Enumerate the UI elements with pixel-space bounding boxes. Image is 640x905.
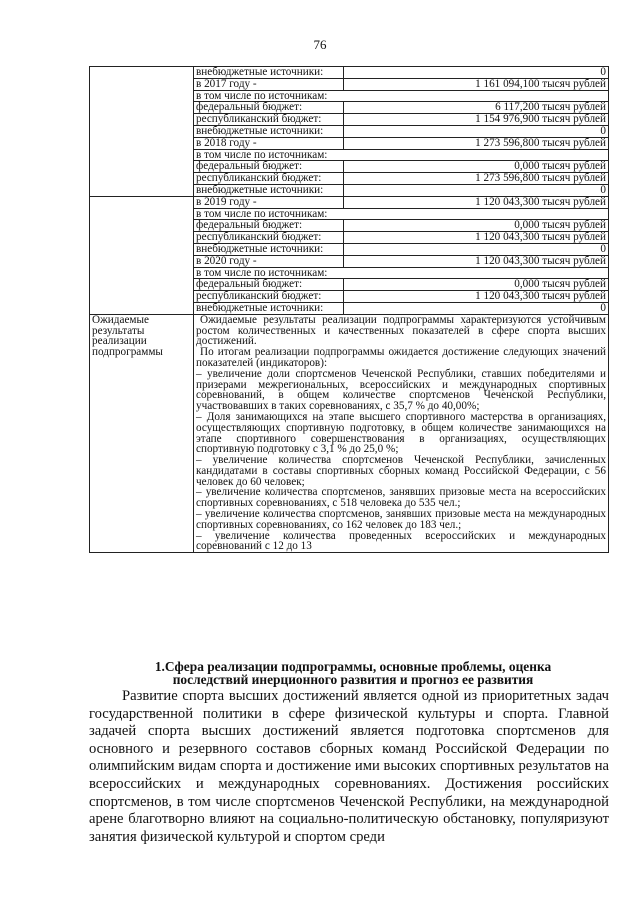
row-label: в 2019 году - [194, 196, 344, 208]
row-value: 1 273 596,800 тысяч рублей [344, 173, 609, 185]
expected-paragraph: Ожидаемые результаты реализации подпрограммы характеризуются устойчивым ростом количественных и качественных показателей в сфере спорта высших достижений. [196, 313, 606, 348]
row-value: 0 [344, 184, 609, 196]
row-label: в 2017 году - [194, 78, 344, 90]
row-label: республиканский бюджет: [194, 291, 344, 303]
row-value: 1 120 043,300 тысяч рублей [344, 196, 609, 208]
row-value: 6 117,200 тысяч рублей [344, 102, 609, 114]
row-value: 0 [344, 67, 609, 79]
body-paragraph: Развитие спорта высших достижений является одной из приоритетных задач государственной политики в сфере физической культуры и спорта. Главной задачей спорта высших достижений является подготовка спортсменов для основного и резервного составов сборных команд Российской Федерации по олимпийским видам спорта и достижение ими высоких спортивных результатов на всероссийских и международных соревнованиях. Достижения российских спортсменов, в том числе спортсменов Чеченской Республики, на международной арене благотворно влияют на социально-политическую обстановку, популяризуют занятия физической культурой и спортом среди [89, 688, 609, 845]
table-row [90, 67, 609, 79]
expected-results-label: Ожидаемые результаты реализации подпрограммы [90, 314, 194, 553]
expected-results-row [90, 314, 609, 553]
row-label: в том числе по источникам: [194, 267, 609, 279]
row-label: в том числе по источникам: [194, 149, 609, 161]
expected-paragraph: – увеличение количества проведенных всероссийских и международных соревнований с 12 до 13 [196, 529, 606, 553]
expected-results-description [194, 314, 609, 553]
row-label: внебюджетные источники: [194, 302, 344, 314]
row-value: 0,000 тысяч рублей [344, 161, 609, 173]
expected-paragraph: По итогам реализации подпрограммы ожидается достижение следующих значений показателей (индикаторов): [196, 346, 606, 369]
section-heading: 1.Сфера реализации подпрограммы, основные проблемы, оценка последствий инерционного развития и прогноз ее развития [154, 659, 552, 687]
row-label: в 2020 году - [194, 255, 344, 267]
left-cell-empty [90, 67, 194, 197]
row-label: внебюджетные источники: [194, 243, 344, 255]
funding-table [89, 66, 609, 553]
row-label: федеральный бюджет: [194, 279, 344, 291]
page-number: 76 [313, 37, 327, 52]
row-label: республиканский бюджет: [194, 232, 344, 244]
row-label: в 2018 году - [194, 137, 344, 149]
row-label: внебюджетные источники: [194, 184, 344, 196]
row-label: внебюджетные источники: [194, 67, 344, 79]
row-value: 1 154 976,900 тысяч рублей [344, 114, 609, 126]
row-value: 0 [344, 302, 609, 314]
row-label: федеральный бюджет: [194, 161, 344, 173]
row-label: в том числе по источникам: [194, 90, 609, 102]
row-label: республиканский бюджет: [194, 114, 344, 126]
row-label: в том числе по источникам: [194, 208, 609, 220]
row-value: 1 161 094,100 тысяч рублей [344, 78, 609, 90]
row-label: федеральный бюджет: [194, 220, 344, 232]
row-value: 0,000 тысяч рублей [344, 220, 609, 232]
row-value: 1 120 043,300 тысяч рублей [344, 291, 609, 303]
row-value: 0,000 тысяч рублей [344, 279, 609, 291]
row-value: 1 120 043,300 тысяч рублей [344, 232, 609, 244]
table-row [90, 196, 609, 208]
expected-paragraph: – увеличение количества спортсменов Чеченской Республики, зачисленных кандидатами в составы спортивных сборных команд Российской Федерации, с 56 человек до 60 человек; [196, 454, 606, 488]
left-cell-empty [90, 196, 194, 314]
expected-paragraph: – увеличение количества спортсменов, занявших призовые места на международных спортивных соревнованиях, со 162 человек до 183 чел.; [196, 508, 606, 531]
expected-paragraph: – Доля занимающихся на этапе высшего спортивного мастерства в организациях, осуществляющих спортивную подготовку, в общем количестве занимающихся на этапе спортивного совершенствования в организациях, осуществляющих спортивную подготовку с 3,1 % до 25,0 %; [196, 410, 606, 456]
row-label: внебюджетные источники: [194, 125, 344, 137]
row-label: федеральный бюджет: [194, 102, 344, 114]
row-value: 1 273 596,800 тысяч рублей [344, 137, 609, 149]
row-label: республиканский бюджет: [194, 173, 344, 185]
row-value: 0 [344, 243, 609, 255]
expected-paragraph: – увеличение доли спортсменов Чеченской Республики, ставших победителями и призерами межрегиональных, всероссийских и международных спортивных соревнований, в общем количестве спортсменов Чеченской Республики, участвовавших в таких соревнованиях, с 35,7 % до 40,00%; [196, 367, 606, 413]
row-value: 0 [344, 125, 609, 137]
row-value: 1 120 043,300 тысяч рублей [344, 255, 609, 267]
expected-paragraph: – увеличение количества спортсменов, занявших призовые места на всероссийских спортивных соревнованиях, с 518 человека до 535 чел.; [196, 486, 606, 510]
